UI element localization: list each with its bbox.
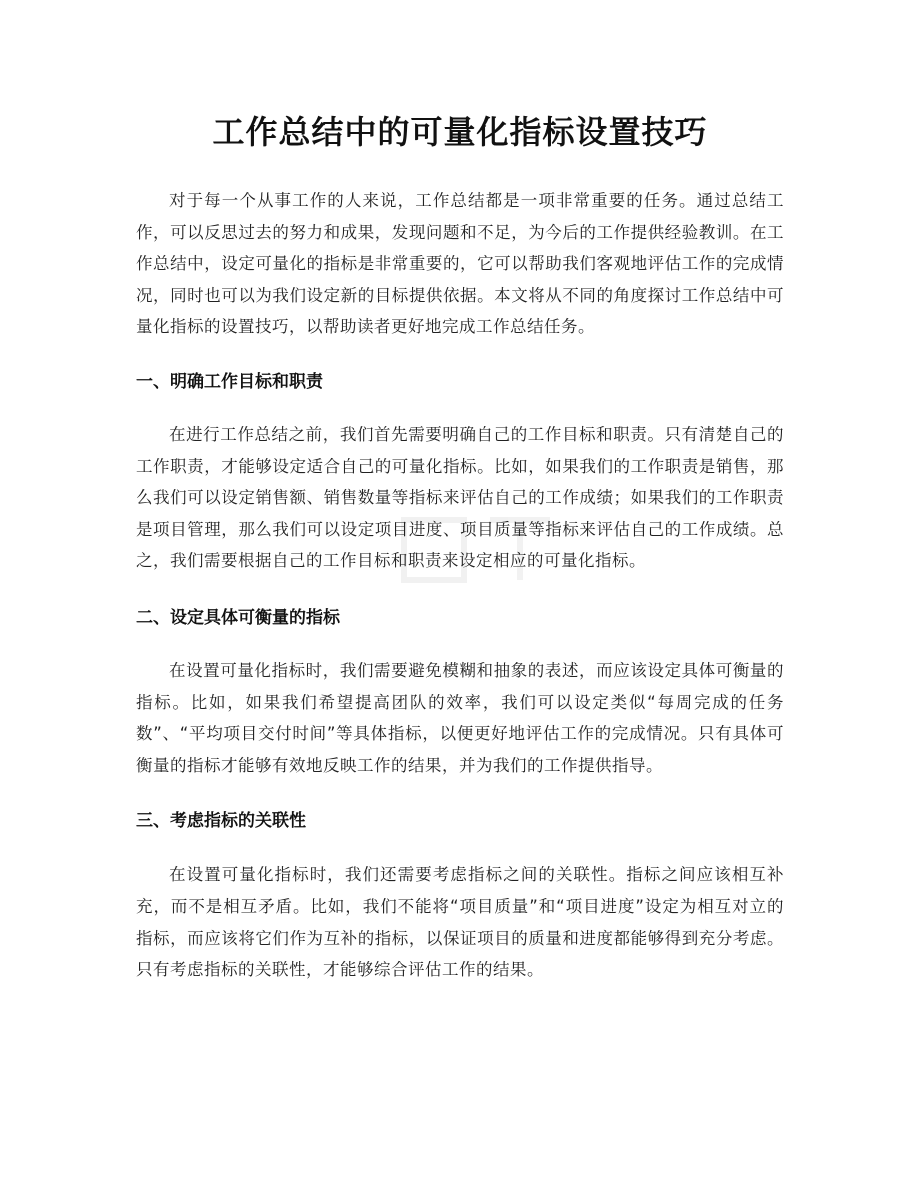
intro-paragraph: 对于每一个从事工作的人来说，工作总结都是一项非常重要的任务。通过总结工作，可以反思过去的努力和成果，发现问题和不足，为今后的工作提供经验教训。在工作总结中，设定可量化的指标是非常重要的，它可以帮助我们客观地评估工作的完成情况，同时也可以为我们设定新的目标提供依据。本文将从不同的角度探讨工作总结中可量化指标的设置技巧，以帮助读者更好地完成工作总结任务。 bbox=[136, 191, 784, 337]
section-heading-3: 三、考虑指标的关联性 bbox=[136, 811, 306, 832]
section-body-1: 在进行工作总结之前，我们首先需要明确自己的工作目标和职责。只有清楚自己的工作职责，才能够设定适合自己的可量化指标。比如，如果我们的工作职责是销售，那么我们可以设定销售额、销售数量等指标来评估自己的工作成绩；如果我们的工作职责是项目管理，那么我们可以设定项目进度、项目质量等指标来评估自己的工作成绩。总之，我们需要根据自己的工作目标和职责来设定相应的可量化指标。 bbox=[136, 424, 784, 571]
document-title: 工作总结中的可量化指标设置技巧 bbox=[212, 113, 708, 151]
document-page bbox=[136, 0, 784, 986]
section-heading-1: 一、明确工作目标和职责 bbox=[136, 371, 323, 392]
section-body-2: 在设置可量化指标时，我们需要避免模糊和抽象的表述，而应该设定具体可衡量的指标。比如，如果我们希望提高团队的效率，我们可以设定类似“每周完成的任务数”、“平均项目交付时间”等具体指标，以便更好地评估工作的完成情况。只有具体可衡量的指标才能够有效地反映工作的结果，并为我们的工作提供指导。 bbox=[136, 660, 784, 775]
section-heading-2: 二、设定具体可衡量的指标 bbox=[136, 607, 340, 628]
section-body-3: 在设置可量化指标时，我们还需要考虑指标之间的关联性。指标之间应该相互补充，而不是相互矛盾。比如，我们不能将“项目质量”和“项目进度”设定为相互对立的指标，而应该将它们作为互补的指标，以保证项目的质量和进度都能够得到充分考虑。只有考虑指标的关联性，才能够综合评估工作的结果。 bbox=[136, 865, 784, 980]
